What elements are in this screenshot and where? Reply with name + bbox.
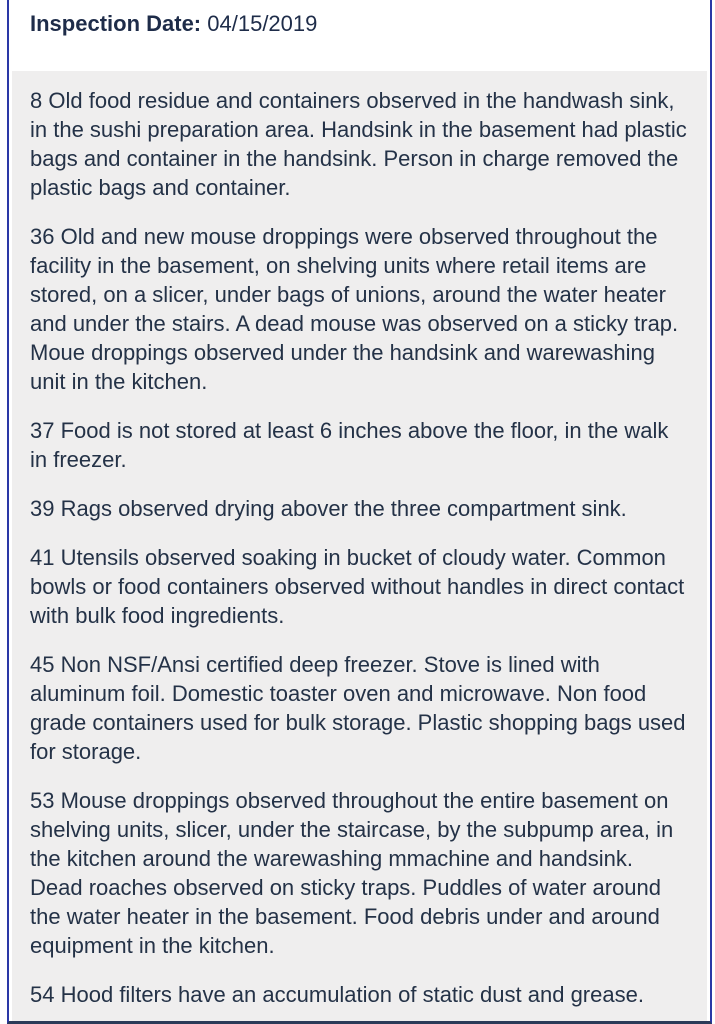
violation-number: 36 [30, 224, 55, 249]
violation-text: Food is not stored at least 6 inches above the floor, in the walk in freezer. [30, 418, 669, 472]
violation-item [30, 416, 691, 474]
violations-section [12, 71, 707, 1021]
violation-number: 45 [30, 652, 55, 677]
inspection-date-row [9, 0, 710, 71]
violation-text: Old and new mouse droppings were observed throughout the facility in the basement, on shelving units where retail items are stored, on a slicer, under bags of unions, around the water heater and under the stairs. A dead mouse was observed on a sticky trap. Moue droppings observed under the handsink and warewashing unit in the kitchen. [30, 224, 679, 394]
violation-number: 53 [30, 788, 55, 813]
violation-item [30, 980, 691, 1009]
violation-number: 8 [30, 88, 43, 113]
inspection-report [7, 0, 712, 1024]
violation-item [30, 650, 691, 766]
violation-item [30, 786, 691, 960]
violation-item [30, 86, 691, 202]
violation-item [30, 222, 691, 396]
violation-item [30, 494, 691, 523]
violation-text: Rags observed drying abover the three compartment sink. [60, 496, 627, 521]
violation-text: Mouse droppings observed throughout the entire basement on shelving units, slicer, under the staircase, by the subpump area, in the kitchen around the warewashing mmachine and handsink. Dead roaches observed on sticky traps. Puddles of water around the water heater in the basement. Food debris under and around equipment in the kitchen. [30, 788, 674, 958]
violation-number: 37 [30, 418, 55, 443]
inspection-date-label: Inspection Date: [30, 11, 202, 36]
violation-text: Old food residue and containers observed in the handwash sink, in the sushi preparation area. Handsink in the basement had plastic bags and container in the handsink. Person in charge removed the plastic bags and container. [30, 88, 687, 200]
violation-text: Non NSF/Ansi certified deep freezer. Stove is lined with aluminum foil. Domestic toaster oven and microwave. Non food grade containers used for bulk storage. Plastic shopping bags used for storage. [30, 652, 686, 764]
violation-number: 39 [30, 496, 55, 521]
violation-number: 41 [30, 545, 55, 570]
inspection-date-value: 04/15/2019 [207, 11, 318, 36]
violation-text: Hood filters have an accumulation of static dust and grease. [60, 982, 644, 1007]
violation-number: 54 [30, 982, 55, 1007]
violation-item [30, 543, 691, 630]
violation-text: Utensils observed soaking in bucket of cloudy water. Common bowls or food containers observed without handles in direct contact with bulk food ingredients. [30, 545, 685, 628]
